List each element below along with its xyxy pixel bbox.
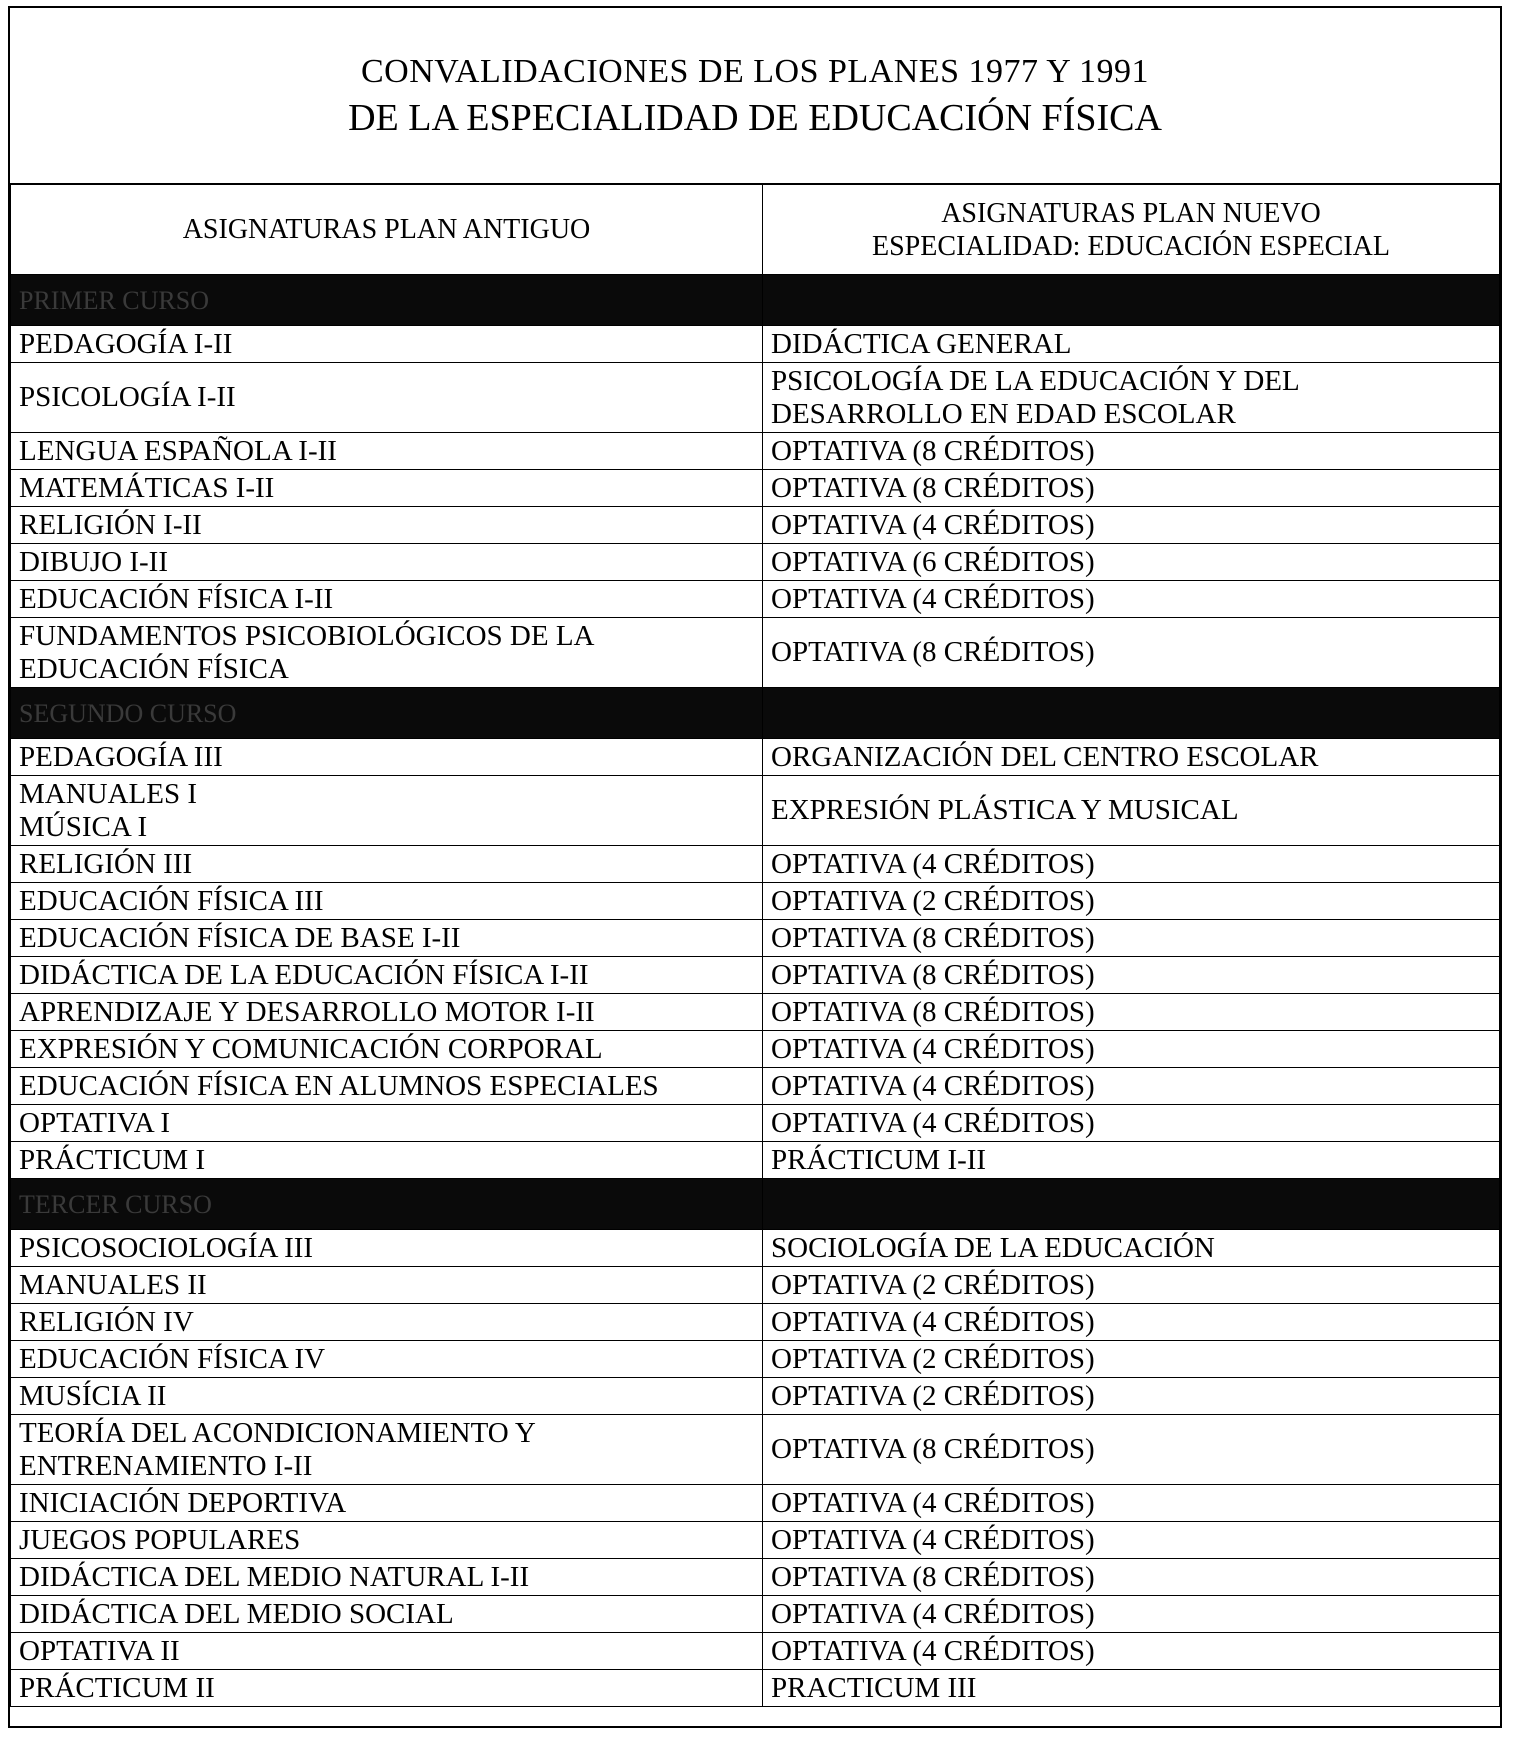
title-box (10, 8, 1500, 185)
table-row (11, 1304, 1500, 1341)
new-subject-cell: OPTATIVA (2 CRÉDITOS) (763, 1341, 1500, 1378)
old-subject-cell (11, 618, 763, 688)
new-subject-cell: OPTATIVA (4 CRÉDITOS) (763, 1522, 1500, 1559)
table-row (11, 1633, 1500, 1670)
table-header-row (11, 185, 1500, 275)
new-subject-cell: OPTATIVA (4 CRÉDITOS) (763, 1485, 1500, 1522)
table-row (11, 581, 1500, 618)
old-subject-cell: PEDAGOGÍA I-II (11, 326, 763, 363)
old-subject-cell: DIBUJO I-II (11, 544, 763, 581)
table-row (11, 1142, 1500, 1179)
table-row (11, 920, 1500, 957)
old-subject-cell: OPTATIVA I (11, 1105, 763, 1142)
section-header-row (11, 275, 1500, 326)
table-row (11, 1230, 1500, 1267)
old-subject-cell: EDUCACIÓN FÍSICA DE BASE I-II (11, 920, 763, 957)
new-subject-cell: OPTATIVA (4 CRÉDITOS) (763, 1596, 1500, 1633)
old-subject-cell: DIDÁCTICA DE LA EDUCACIÓN FÍSICA I-II (11, 957, 763, 994)
new-subject-cell: OPTATIVA (4 CRÉDITOS) (763, 1105, 1500, 1142)
table-row (11, 957, 1500, 994)
table-row (11, 433, 1500, 470)
section-label-old: PRIMER CURSO (11, 275, 763, 326)
header-old-plan: ASIGNATURAS PLAN ANTIGUO (11, 185, 763, 275)
new-subject-cell (763, 363, 1500, 433)
old-subject-cell: APRENDIZAJE Y DESARROLLO MOTOR I-II (11, 994, 763, 1031)
header-new-plan-line2: ESPECIALIDAD: EDUCACIÓN ESPECIAL (872, 230, 1390, 262)
new-subject-cell: OPTATIVA (8 CRÉDITOS) (763, 433, 1500, 470)
new-subject-cell: OPTATIVA (8 CRÉDITOS) (763, 470, 1500, 507)
old-subject-cell: MANUALES II (11, 1267, 763, 1304)
section-header-row (11, 688, 1500, 739)
table-row (11, 1415, 1500, 1485)
header-new-plan (763, 185, 1500, 275)
new-subject-cell: SOCIOLOGÍA DE LA EDUCACIÓN (763, 1230, 1500, 1267)
old-subject-cell (11, 776, 763, 846)
table-row (11, 363, 1500, 433)
header-new-plan-line1: ASIGNATURAS PLAN NUEVO (941, 197, 1321, 229)
table-row (11, 618, 1500, 688)
section-label-new (763, 275, 1500, 326)
table-row (11, 994, 1500, 1031)
new-subject-cell: PRACTICUM III (763, 1670, 1500, 1707)
section-label-old: SEGUNDO CURSO (11, 688, 763, 739)
old-subject-cell: EDUCACIÓN FÍSICA EN ALUMNOS ESPECIALES (11, 1068, 763, 1105)
old-subject-cell: MUSÍCIA II (11, 1378, 763, 1415)
table-row (11, 1068, 1500, 1105)
new-subject-cell: OPTATIVA (2 CRÉDITOS) (763, 883, 1500, 920)
new-subject-cell: OPTATIVA (4 CRÉDITOS) (763, 1633, 1500, 1670)
cell-line: FUNDAMENTOS PSICOBIOLÓGICOS DE LA (19, 619, 595, 652)
table-row (11, 883, 1500, 920)
new-subject-cell: OPTATIVA (4 CRÉDITOS) (763, 581, 1500, 618)
section-header-row (11, 1179, 1500, 1230)
table-row (11, 1522, 1500, 1559)
section-label-new (763, 1179, 1500, 1230)
table-row (11, 1485, 1500, 1522)
old-subject-cell: EDUCACIÓN FÍSICA IV (11, 1341, 763, 1378)
new-subject-cell: DIDÁCTICA GENERAL (763, 326, 1500, 363)
old-subject-cell: PEDAGOGÍA III (11, 739, 763, 776)
old-subject-cell: OPTATIVA II (11, 1633, 763, 1670)
old-subject-cell: RELIGIÓN I-II (11, 507, 763, 544)
old-subject-cell: EDUCACIÓN FÍSICA I-II (11, 581, 763, 618)
new-subject-cell: OPTATIVA (4 CRÉDITOS) (763, 846, 1500, 883)
section-label-new (763, 688, 1500, 739)
table-row (11, 1341, 1500, 1378)
table-row (11, 1378, 1500, 1415)
cell-line: ENTRENAMIENTO I-II (19, 1449, 313, 1482)
old-subject-cell: PSICOLOGÍA I-II (11, 363, 763, 433)
new-subject-cell: OPTATIVA (8 CRÉDITOS) (763, 618, 1500, 688)
old-subject-cell: EXPRESIÓN Y COMUNICACIÓN CORPORAL (11, 1031, 763, 1068)
old-subject-cell: INICIACIÓN DEPORTIVA (11, 1485, 763, 1522)
table-row (11, 507, 1500, 544)
convalidaciones-document (8, 6, 1502, 1728)
old-subject-cell: DIDÁCTICA DEL MEDIO NATURAL I-II (11, 1559, 763, 1596)
table-row (11, 1596, 1500, 1633)
section-label-old: TERCER CURSO (11, 1179, 763, 1230)
new-subject-cell: OPTATIVA (8 CRÉDITOS) (763, 994, 1500, 1031)
old-subject-cell: RELIGIÓN III (11, 846, 763, 883)
new-subject-cell: OPTATIVA (2 CRÉDITOS) (763, 1267, 1500, 1304)
table-row (11, 544, 1500, 581)
new-subject-cell: PRÁCTICUM I-II (763, 1142, 1500, 1179)
cell-line: TEORÍA DEL ACONDICIONAMIENTO Y (19, 1416, 536, 1449)
table-row (11, 1105, 1500, 1142)
new-subject-cell: OPTATIVA (4 CRÉDITOS) (763, 1068, 1500, 1105)
cell-line: PSICOLOGÍA DE LA EDUCACIÓN Y DEL (771, 364, 1300, 397)
new-subject-cell: OPTATIVA (8 CRÉDITOS) (763, 1559, 1500, 1596)
old-subject-cell: PRÁCTICUM I (11, 1142, 763, 1179)
table-row (11, 1559, 1500, 1596)
old-subject-cell: PSICOSOCIOLOGÍA III (11, 1230, 763, 1267)
new-subject-cell: OPTATIVA (4 CRÉDITOS) (763, 1304, 1500, 1341)
new-subject-cell: OPTATIVA (6 CRÉDITOS) (763, 544, 1500, 581)
convalidation-table (10, 185, 1500, 1707)
old-subject-cell: RELIGIÓN IV (11, 1304, 763, 1341)
old-subject-cell: PRÁCTICUM II (11, 1670, 763, 1707)
table-row (11, 1267, 1500, 1304)
old-subject-cell (11, 1415, 763, 1485)
cell-line: EDUCACIÓN FÍSICA (19, 652, 289, 685)
new-subject-cell: OPTATIVA (4 CRÉDITOS) (763, 1031, 1500, 1068)
new-subject-cell: ORGANIZACIÓN DEL CENTRO ESCOLAR (763, 739, 1500, 776)
old-subject-cell: LENGUA ESPAÑOLA I-II (11, 433, 763, 470)
cell-line: DESARROLLO EN EDAD ESCOLAR (771, 397, 1236, 430)
table-row (11, 470, 1500, 507)
cell-line: MÚSICA I (19, 810, 148, 843)
old-subject-cell: JUEGOS POPULARES (11, 1522, 763, 1559)
new-subject-cell: EXPRESIÓN PLÁSTICA Y MUSICAL (763, 776, 1500, 846)
document-title-line1: CONVALIDACIONES DE LOS PLANES 1977 Y 1991 (360, 52, 1150, 90)
table-row (11, 846, 1500, 883)
old-subject-cell: MATEMÁTICAS I-II (11, 470, 763, 507)
table-row (11, 1670, 1500, 1707)
new-subject-cell: OPTATIVA (2 CRÉDITOS) (763, 1378, 1500, 1415)
table-row (11, 776, 1500, 846)
new-subject-cell: OPTATIVA (4 CRÉDITOS) (763, 507, 1500, 544)
new-subject-cell: OPTATIVA (8 CRÉDITOS) (763, 1415, 1500, 1485)
new-subject-cell: OPTATIVA (8 CRÉDITOS) (763, 920, 1500, 957)
old-subject-cell: DIDÁCTICA DEL MEDIO SOCIAL (11, 1596, 763, 1633)
table-row (11, 739, 1500, 776)
new-subject-cell: OPTATIVA (8 CRÉDITOS) (763, 957, 1500, 994)
table-row (11, 326, 1500, 363)
old-subject-cell: EDUCACIÓN FÍSICA III (11, 883, 763, 920)
document-title-line2: DE LA ESPECIALIDAD DE EDUCACIÓN FÍSICA (348, 96, 1162, 139)
cell-line: MANUALES I (19, 777, 198, 810)
table-row (11, 1031, 1500, 1068)
